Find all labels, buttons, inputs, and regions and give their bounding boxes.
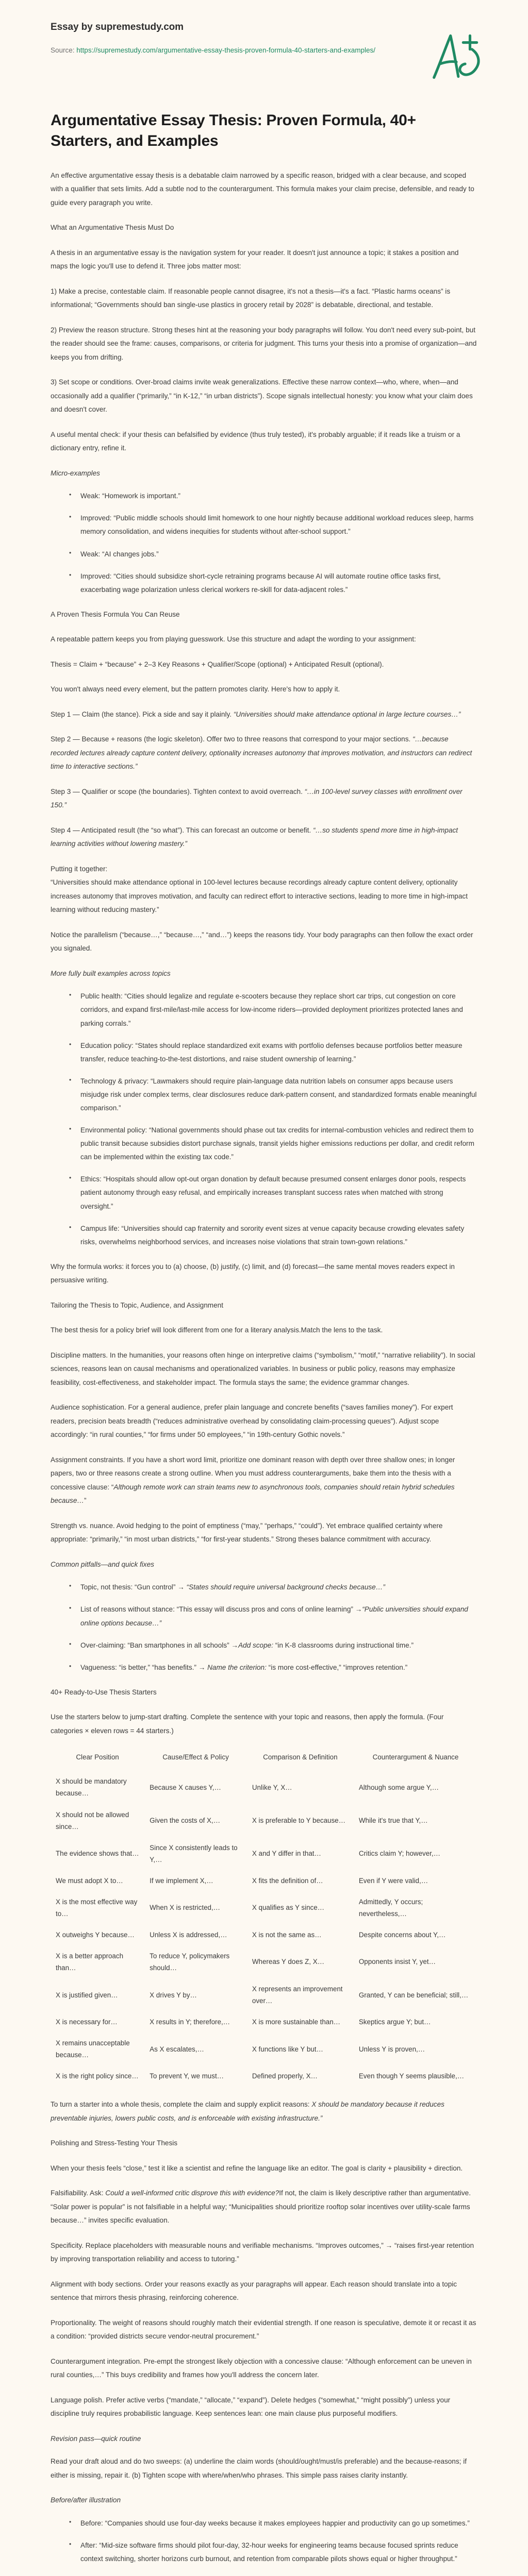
list-item: • Public health: “Cities should legalize and regulate e-scooters because they replace short car trips, cut congestion on core corridors, and expand first-mile/last-mile access for low-income riders—provided deployment prioritizes protected lanes and parking corrals.”: [80, 990, 477, 1030]
table-row: [51, 1891, 477, 1924]
table-row: [51, 2011, 477, 2032]
table-cell: The evidence shows that…: [56, 1850, 139, 1858]
table-cell: X is more sustainable than…: [252, 2018, 341, 2026]
table-cell: X and Y differ in that…: [252, 1850, 321, 1858]
section-heading-starters: 40+ Ready-to-Use Thesis Starters: [51, 1688, 157, 1696]
putting-text: “Universities should make attendance optional in 100-level lectures because recordings already capture content delivery, optionality increases autonomy that improves motivation, and faculty can redirect effort to interactive sections, leading to more time in high-impact learning without reducing mastery.”: [51, 878, 468, 914]
section-heading-tailoring: Tailoring the Thesis to Topic, Audience, and Assignment: [51, 1301, 224, 1309]
tailoring-lead: The best thesis for a policy brief will look different from one for a literary analysis.Match the lens to the task.: [51, 1326, 383, 1334]
table-cell: Admittedly, Y occurs; nevertheless,…: [358, 1897, 423, 1918]
table-cell: Opponents insist Y, yet…: [358, 1958, 436, 1966]
pitfall-plain-before: Over-claiming: “Ban smartphones in all schools” →: [80, 1641, 238, 1649]
list-item: [80, 1581, 477, 1594]
table-cell: X is the most effective way to…: [56, 1897, 138, 1918]
table-cell: X is the right policy since…: [56, 2072, 139, 2080]
table-cell: Despite concerns about Y,…: [358, 1930, 446, 1939]
table-cell: Unlike Y, X…: [252, 1783, 292, 1791]
table-cell: X is not the same as…: [252, 1930, 322, 1939]
list-item: • Environmental policy: “National governments should phase out tax credits for internal-combustion vehicles and redirect them to public transit because subsidies distort purchase signals, transit yields higher emissions reductions per dollar, and credit reform can be implemented within the existing tax code.”: [80, 1124, 477, 1164]
before-after-list: [51, 2517, 477, 2566]
why-formula-works: Why the formula works: it forces you to (a) choose, (b) justify, (c) limit, and (d) forecast—the same mental moves readers expect in persuasive writing.: [51, 1262, 455, 1284]
pitfall-plain-after: “is more cost-effective,” “improves retention.”: [266, 1663, 408, 1671]
table-row: [51, 1771, 477, 1804]
table-cell: X is preferable to Y because…: [252, 1817, 346, 1825]
table-cell: X should not be allowed since…: [56, 1810, 129, 1831]
list-item: • Improved: “Public middle schools should limit homework to one hour nightly because additional workload reduces sleep, harms memory consolidation, and widens inequities for students without after-school support.”: [80, 512, 477, 538]
starters-footer-italic: X should be mandatory because it reduces preventable injuries, lowers public costs, and is enforceable with existing infrastructure.”: [51, 2100, 444, 2122]
discipline-paragraph: Discipline matters. In the humanities, your reasons often hinge on interpretive claims (“symbolism,” “motif,” “narrative reliability”). In social sciences, reasons lean on causal mechanisms and operationalized variables. In business or public policy, reasons may emphasize feasibility, cost-effectiveness, and stakeholder impact. The formula stays the same; the evidence grammar changes.: [51, 1351, 475, 1386]
pitfalls-label: Common pitfalls—and quick fixes: [51, 1560, 154, 1568]
table-cell: X functions like Y but…: [252, 2045, 323, 2053]
audience-paragraph: Audience sophistication. For a general audience, prefer plain language and concrete benefits (“saves families money”). For expert readers, precision beats breadth (“reduces administrative overhead by consolidating claim-processing queues”). Adjust scope accordingly: “in rural counties,” “for firms under 50 employees,” “in 19th-century Gothic novels.”: [51, 1403, 453, 1439]
pitfalls-list: [51, 1581, 477, 1674]
table-row: [51, 1870, 477, 1891]
parallelism-note: Notice the parallelism (“because…,” “because…,” “and…”) keeps the reasons tidy. Your body paragraphs can then follow the exact order you signaled.: [51, 930, 473, 953]
document-header: [0, 0, 528, 101]
table-cell: X results in Y; therefore,…: [150, 2018, 230, 2026]
falsifiability-plain-after: If not, the claim is likely descriptive rather than argumentative. “Solar power is popular” is not falsifiable in a helpful way; “Municipalities should prioritize rooftop solar incentives over utility-scale farms because…” invites specific evaluation.: [51, 2189, 471, 2225]
putting-it-together: [51, 862, 477, 917]
table-cell: Defined properly, X…: [252, 2072, 318, 2080]
language-polish-paragraph: Language polish. Prefer active verbs (“mandate,” “allocate,” “expand”). Delete hedges (“somewhat,” “might possibly”) unless your discipline truly requires probabilistic language. Keep sentences lean: one main clause plus purposeful modifiers.: [51, 2396, 451, 2418]
table-cell: Since X consistently leads to Y,…: [150, 1843, 238, 1863]
column-header-counterargument-nuance: Counterargument & Nuance: [372, 1753, 459, 1761]
micro-examples-list: [51, 489, 477, 597]
table-cell: X is a better approach than…: [56, 1952, 124, 1972]
pitfall-italic: “Public universities should expand online options because…”: [80, 1605, 468, 1627]
list-item: • Education policy: “States should replace standardized exit exams with portfolio defenses because portfolios better measure transfer, reduce teaching-to-the-test distortions, and raise student ownership of learning.”: [80, 1039, 477, 1066]
constraints-plain-after: ”: [84, 1497, 87, 1505]
table-body: [51, 1771, 477, 2087]
intro-paragraph: An effective argumentative essay thesis is a debatable claim narrowed by a specific reason, bridged with a clear because, and scoped with a qualifier that sets limits. Add a subtle nod to the counterargument. This formula makes your claim precise, defensible, and ready to guide every paragraph you write.: [51, 171, 474, 207]
pitfall-plain-before: List of reasons without stance: “This essay will discuss pros and cons of online learning” →: [80, 1605, 362, 1614]
table-cell: Skeptics argue Y; but…: [358, 2018, 431, 2026]
table-cell: To prevent Y, we must…: [150, 2072, 224, 2080]
revision-pass-paragraph: Read your draft aloud and do two sweeps: (a) underline the claim words (should/ought/must/is preferable) and the because-reasons; if either is missing, repair it. (b) Tighten scope with where/when/who phrases. This simple pass raises clarity instantly.: [51, 2458, 467, 2479]
source-line: [51, 44, 391, 56]
list-item: • Improved: “Cities should subsidize short-cycle retraining programs because AI will automate routine office tasks first, exacerbating wage polarization unless clerical workers re-skill for data-adjacent roles.”: [80, 570, 477, 597]
list-item: • Technology & privacy: “Lawmakers should require plain-language data nutrition labels on consumer apps because users misjudge risk under complex terms, clear disclosures reduce dark-pattern consent, and standardized formats enable meaningful comparison.”: [80, 1075, 477, 1115]
before-after-label: Before/after illustration: [51, 2496, 121, 2504]
thesis-starters-table: [51, 1749, 477, 2087]
table-cell: X is justified given…: [56, 1991, 118, 1999]
table-cell: Unless Y is proven,…: [358, 2045, 425, 2053]
document-content: [0, 110, 528, 2566]
must-do-lead: A thesis in an argumentative essay is the navigation system for your reader. It doesn't just announce a topic; it stakes a position and maps the logic you'll use to defend it. Three jobs matter most:: [51, 248, 459, 270]
strength-vs-nuance-paragraph: Strength vs. nuance. Avoid hedging to the point of emptiness (“may,” “perhaps,” “could”). Yet embrace qualified certainty where appropriate: “primarily,” “in most urban districts,” “for first-year students.” Strong theses balance commitment with accuracy.: [51, 1521, 443, 1544]
column-header-comparison-definition: Comparison & Definition: [263, 1753, 338, 1761]
pitfall-italic: Name the criterion:: [207, 1663, 267, 1671]
must-do-point-3: 3) Set scope or conditions. Over-broad claims invite weak generalizations. Effective these narrow context—who, where, when—and occasionally add a qualifier (“primarily,” “in K-12,” “in urban districts”). Scope signals intellectual honesty: you know what your claim does and doesn't cover.: [51, 378, 473, 414]
table-cell: Critics claim Y; however,…: [358, 1850, 440, 1858]
constraints-plain-before: Assignment constraints. If you have a short word limit, prioritize one dominant reason with depth over three shallow ones; in longer papers, two or three reasons create a strong outline. When you must address counterarguments, bake them into the thesis with a concessive clause: “: [51, 1455, 455, 1491]
starters-footer-plain: To turn a starter into a whole thesis, complete the claim and supply explicit reasons:: [51, 2100, 312, 2109]
proportionality-paragraph: Proportionality. The weight of reasons should roughly match their evidential strength. If one reason is speculative, demote it or recast it as a condition: “provided districts secure vendor-neutral procurement.”: [51, 2318, 476, 2341]
counterargument-paragraph: Counterargument integration. Pre-empt the strongest likely objection with a concessive clause: “Although enforcement can be uneven in rural counties,…” This buys credibility and frames how you'll address the concern later.: [51, 2357, 472, 2379]
table-header-row: [51, 1749, 477, 1771]
formula-step-4: [51, 824, 477, 851]
source-label: Source:: [51, 46, 75, 54]
table-cell: To reduce Y, policymakers should…: [150, 1952, 230, 1972]
step-4-plain: Step 4 — Anticipated result (the “so what”). This can forecast an outcome or benefit.: [51, 826, 314, 834]
list-item: • Weak: “AI changes jobs.”: [80, 548, 477, 561]
column-header-clear-position: Clear Position: [76, 1753, 119, 1761]
step-3-plain: Step 3 — Qualifier or scope (the boundaries). Tighten context to avoid overreach.: [51, 787, 305, 795]
assignment-constraints-paragraph: [51, 1453, 477, 1508]
table-row: [51, 1945, 477, 1978]
step-2-italic: “…because recorded lectures already capture content delivery, optionality increases autonomy that improves motivation, and instructors can redirect time to interactive sections.”: [51, 735, 472, 771]
table-row: [51, 1837, 477, 1870]
table-row: [51, 2065, 477, 2087]
table-cell: Given the costs of X,…: [150, 1817, 221, 1825]
table-cell: X represents an improvement over…: [252, 1985, 343, 2005]
step-1-italic: “Universities should make attendance optional in large lecture courses…”: [233, 710, 461, 718]
alignment-paragraph: Alignment with body sections. Order your reasons exactly as your paragraphs will appear. Each reason should translate into a topic sentence that mirrors thesis phrasing, reinforcing coherence.: [51, 2280, 457, 2302]
table-head: [51, 1749, 477, 1771]
table-cell: Although some argue Y,…: [358, 1783, 439, 1791]
polishing-lead: When your thesis feels “close,” test it like a scientist and refine the language like an editor. The goal is clarity + plausibility + direction.: [51, 2164, 463, 2172]
table-cell: While it's true that Y,…: [358, 1817, 428, 1825]
table-row: [51, 1978, 477, 2011]
table-cell: X is necessary for…: [56, 2018, 118, 2026]
section-heading-polishing: Polishing and Stress-Testing Your Thesis: [51, 2139, 178, 2147]
pitfall-plain-before: Vagueness: “is better,” “has benefits.” →: [80, 1663, 208, 1671]
starters-footer-note: [51, 2098, 477, 2125]
list-item: • Weak: “Homework is important.”: [80, 489, 477, 503]
specificity-paragraph: Specificity. Replace placeholders with measurable nouns and verifiable mechanisms. “Improves outcomes,” → “raises first-year retention by improving transportation reliability and access to tutoring.”: [51, 2241, 474, 2263]
table-cell: Even though Y seems plausible,…: [358, 2072, 465, 2080]
must-do-point-2: 2) Preview the reason structure. Strong theses hint at the reasoning your body paragraphs will follow. You don't need every sub-point, but the reader should see the frame: causes, comparisons, or criteria for judgment. This turns your thesis into a promise of organization—and keeps you from drifting.: [51, 326, 477, 361]
section-heading-formula: A Proven Thesis Formula You Can Reuse: [51, 610, 180, 618]
pitfall-italic: Add scope:: [238, 1641, 273, 1649]
list-item: [80, 1603, 477, 1630]
table-row: [51, 2032, 477, 2065]
list-item: • Before: “Companies should use four-day weeks because it makes employees happier and productivity can go up sometimes.”: [80, 2517, 477, 2530]
topic-examples-list: [51, 990, 477, 1249]
falsifiability-italic: Could a well-informed critic disprove this with evidence?: [105, 2189, 279, 2197]
table-cell: X qualifies as Y since…: [252, 1904, 325, 1912]
step-2-plain: Step 2 — Because + reasons (the logic skeleton). Offer two to three reasons that correspond to your major sections.: [51, 735, 413, 743]
table-cell: When X is restricted,…: [150, 1904, 221, 1912]
formula-step-3: [51, 785, 477, 812]
list-item: • Campus life: “Universities should cap fraternity and sorority event sizes at venue capacity because crowding elevates safety risks, overwhelms neighborhood services, and increases noise violations that strain town-gown relations.”: [80, 1222, 477, 1249]
table-cell: X outweighs Y because…: [56, 1930, 135, 1939]
formula-note: You won't always need every element, but the pattern promotes clarity. Here's how to apply it.: [51, 685, 340, 693]
micro-examples-label: Micro-examples: [51, 469, 100, 477]
table-cell: We must adopt X to…: [56, 1876, 123, 1885]
list-item: [80, 1661, 477, 1674]
column-header-cause-effect-policy: Cause/Effect & Policy: [162, 1753, 229, 1761]
table-cell: X fits the definition of…: [252, 1876, 323, 1885]
table-cell: If we implement X,…: [150, 1876, 213, 1885]
list-item: • After: “Mid-size software firms should pilot four-day, 32-hour weeks for engineering teams because focused sprints reduce context switching, shorter horizons curb burnout, and retention from comparable pilots shows equal or higher throughput.”: [80, 2539, 477, 2566]
pitfall-plain-before: Topic, not thesis: “Gun control” →: [80, 1583, 187, 1591]
pitfall-italic: “States should require universal background checks because…”: [186, 1583, 385, 1591]
falsifiability-paragraph: [51, 2187, 477, 2228]
formula-step-2: [51, 733, 477, 774]
list-item: [80, 1639, 477, 1652]
table-cell: Even if Y were valid,…: [358, 1876, 428, 1885]
table-cell: Because X causes Y,…: [150, 1783, 221, 1791]
starters-lead: Use the starters below to jump-start drafting. Complete the sentence with your topic and reasons, then apply the formula. (Four categories × eleven rows = 44 starters.): [51, 1713, 444, 1735]
pitfall-plain-after: “in K-8 classrooms during instructional time.”: [273, 1641, 414, 1649]
putting-label: Putting it together:: [51, 865, 108, 873]
table-cell: X should be mandatory because…: [56, 1777, 127, 1798]
constraints-italic: Although remote work can strain teams new to asynchronous tools, companies should retain hybrid schedules because…: [51, 1483, 455, 1505]
falsifiability-plain-before: Falsifiability. Ask:: [51, 2189, 106, 2197]
step-1-plain: Step 1 — Claim (the stance). Pick a side and say it plainly.: [51, 710, 234, 718]
table-row: [51, 1804, 477, 1837]
table-cell: Granted, Y can be beneficial; still,…: [358, 1991, 469, 1999]
site-title: Essay by supremestudy.com: [51, 22, 184, 32]
formula-expression: Thesis = Claim + “because” + 2–3 Key Reasons + Qualifier/Scope (optional) + Anticipated Result (optional).: [51, 660, 384, 668]
table-cell: X remains unacceptable because…: [56, 2039, 130, 2059]
step-3-italic: “…in 100-level survey classes with enrollment over 150.”: [51, 787, 463, 809]
table-row: [51, 1924, 477, 1945]
revision-pass-label: Revision pass—quick routine: [51, 2434, 141, 2443]
formula-lead: A repeatable pattern keeps you from playing guesswork. Use this structure and adapt the wording to your assignment:: [51, 635, 416, 643]
table-cell: Unless X is addressed,…: [150, 1930, 227, 1939]
source-url-link[interactable]: https://supremestudy.com/argumentative-essay-thesis-proven-formula-40-starters-and-examples/: [76, 46, 376, 54]
page-title: Argumentative Essay Thesis: Proven Formula, 40+ Starters, and Examples: [51, 112, 416, 149]
more-examples-label: More fully built examples across topics: [51, 969, 171, 977]
must-do-point-1: 1) Make a precise, contestable claim. If reasonable people cannot disagree, it's not a thesis—it's a fact. “Plastic harms oceans” is informational; “Governments should ban single-use plastics in grocery retail by 2028” is debatable, directional, and testable.: [51, 287, 451, 309]
step-4-italic: “…so students spend more time in high-impact learning activities without lowering mastery.”: [51, 826, 458, 848]
list-item: • Ethics: “Hospitals should allow opt-out organ donation by default because presumed consent enlarges donor pools, respects patient autonomy through easy refusal, and empirically increases transplant success rates when matched with strong oversight.”: [80, 1173, 477, 1213]
table-cell: Whereas Y does Z, X…: [252, 1958, 325, 1966]
a-plus-logo-icon: [430, 30, 484, 81]
section-heading-must-do: What an Argumentative Thesis Must Do: [51, 224, 174, 232]
table-cell: X drives Y by…: [150, 1991, 197, 1999]
mental-check-paragraph: A useful mental check: if your thesis can befalsified by evidence (thus truly tested), it's probably arguable; if it reads like a truism or a dictionary entry, refine it.: [51, 430, 460, 452]
table-cell: As X escalates,…: [150, 2045, 204, 2053]
formula-step-1: [51, 708, 477, 722]
